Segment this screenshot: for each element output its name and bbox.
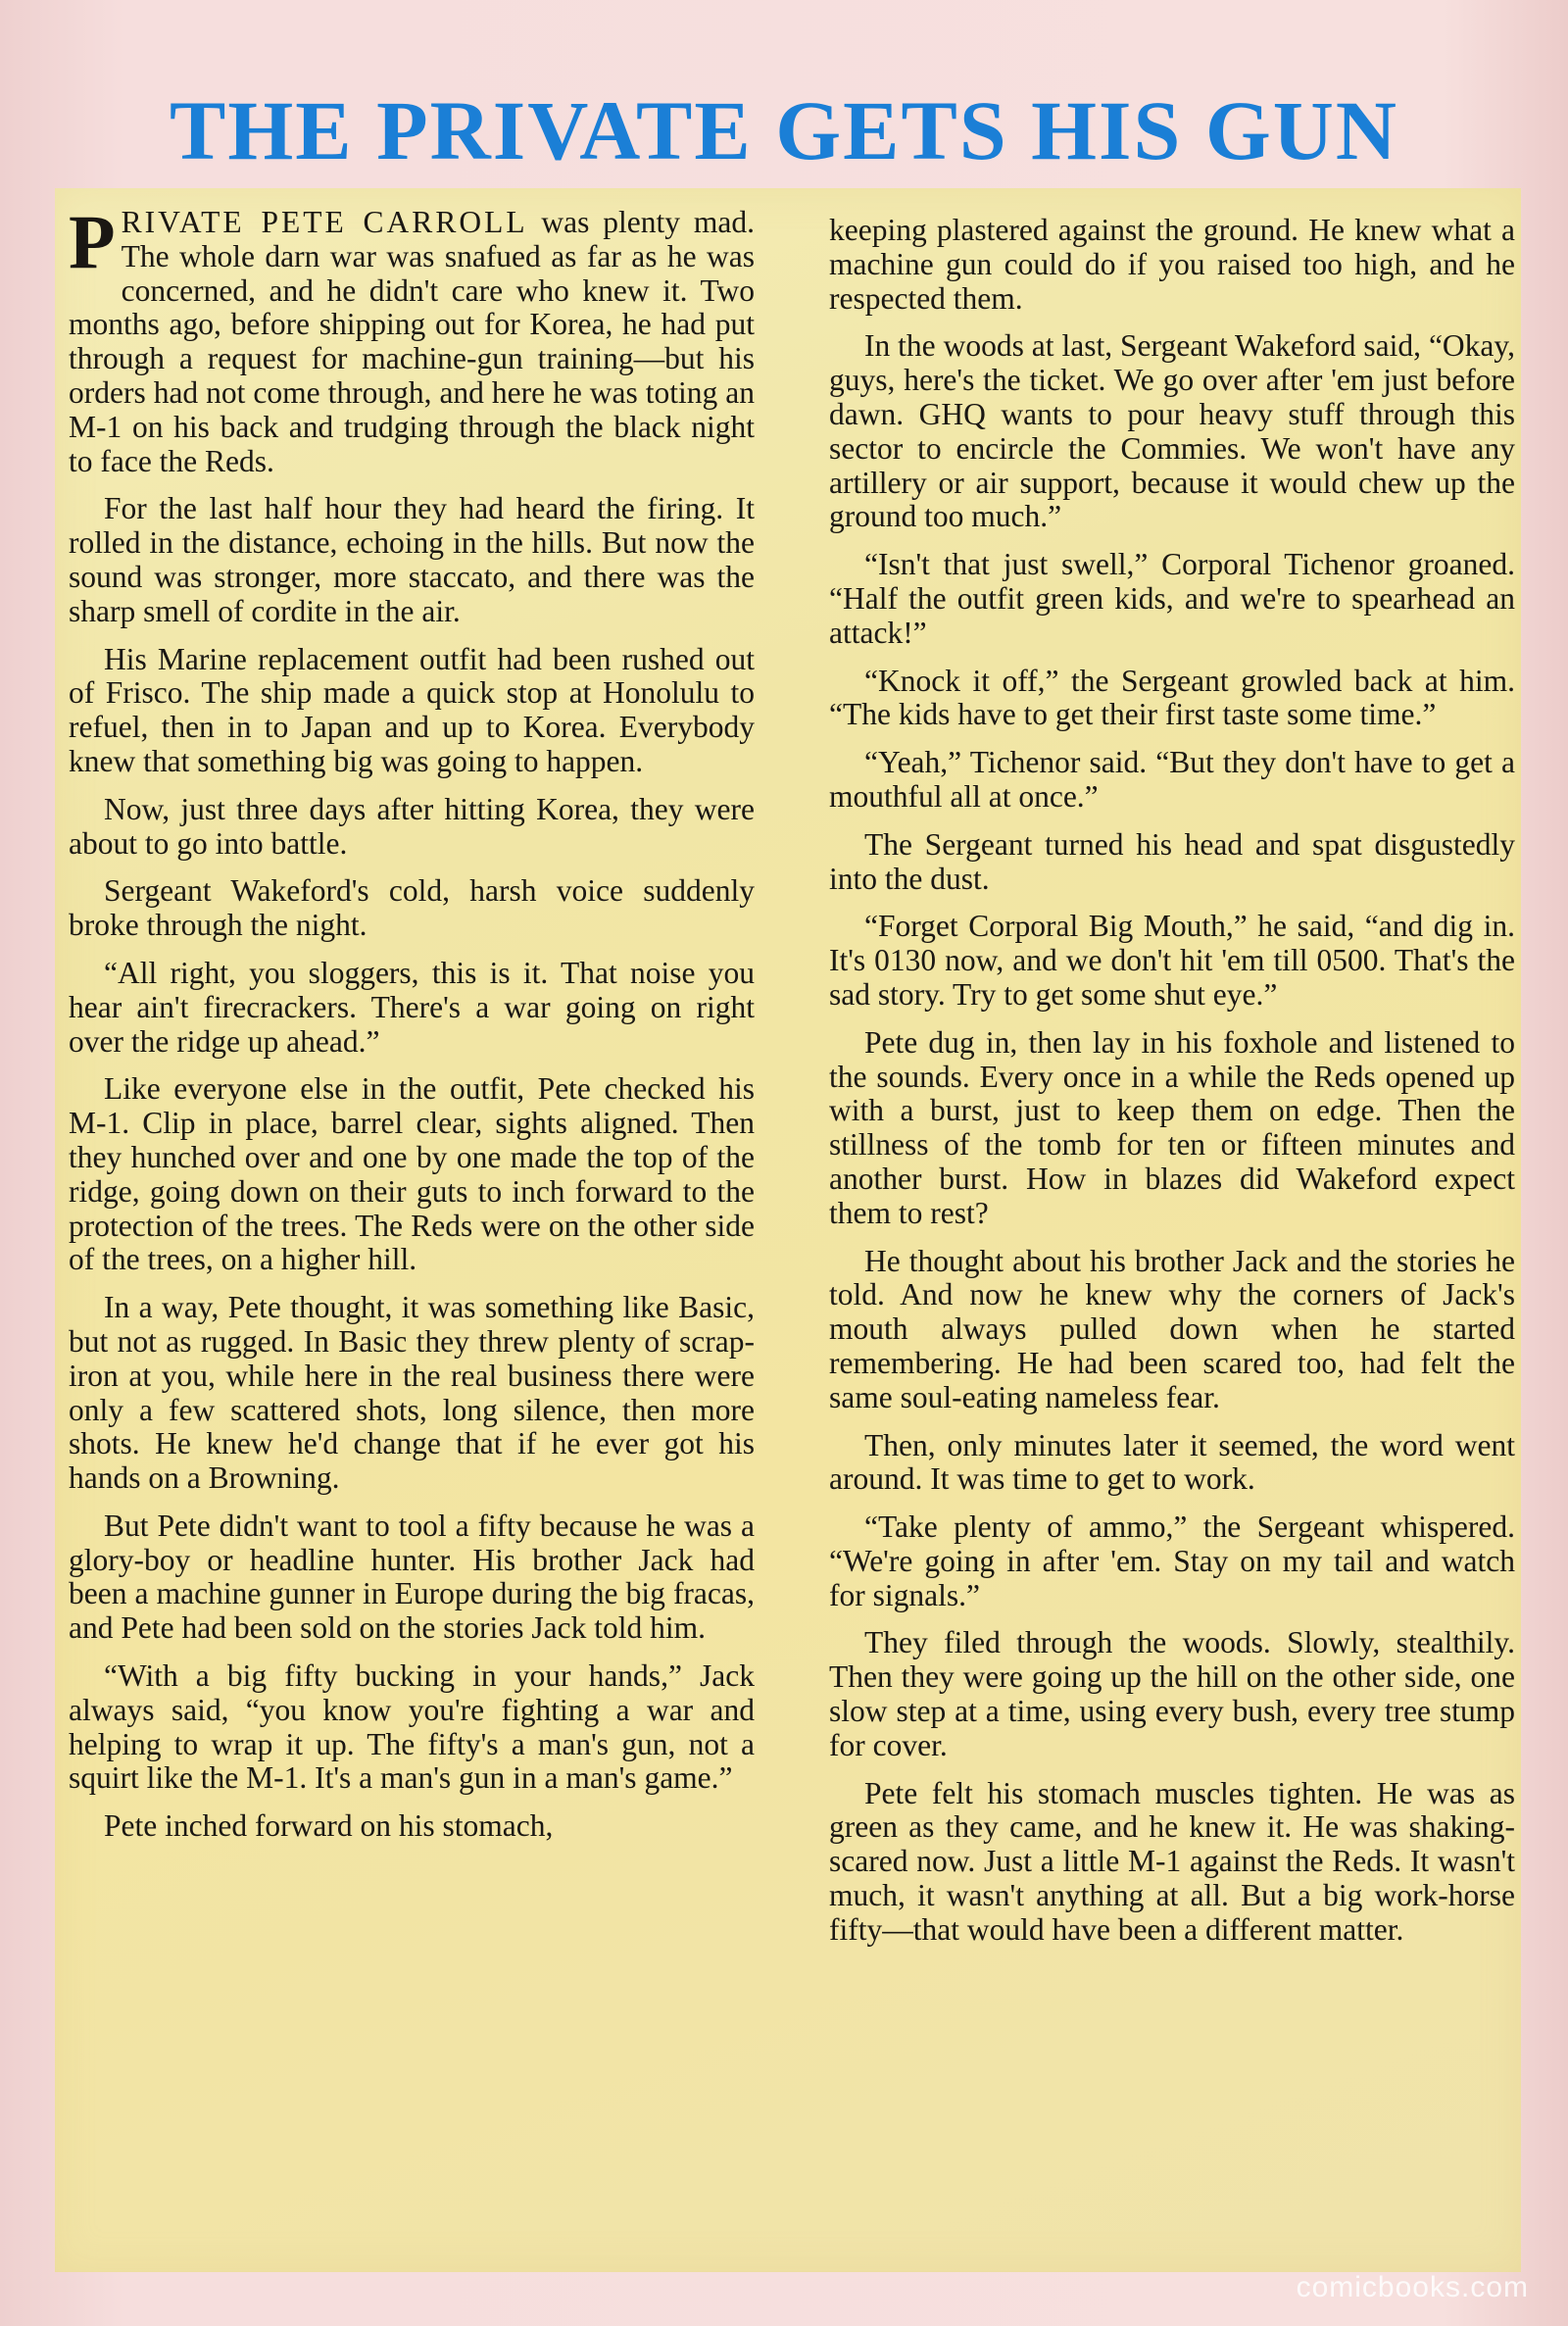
site-watermark: comicbooks.com — [1296, 2271, 1529, 2303]
paragraph: The Sergeant turned his head and spat disgustedly into the dust. — [829, 826, 1515, 896]
paragraph: “Take plenty of ammo,” the Sergeant whispered. “We're going in after 'em. Stay on my tail and watch for signals.” — [829, 1509, 1515, 1612]
opening-lead: RIVATE PETE CARROLL — [121, 205, 528, 239]
opening-paragraph — [69, 199, 755, 478]
left-column — [69, 199, 755, 1857]
paragraph: His Marine replacement outfit had been rushed out of Frisco. The ship made a quick stop at Honolulu to refuel, then in to Japan and up to Korea. Everybody knew that something big was going to happen. — [69, 641, 755, 778]
paragraph: But Pete didn't want to tool a fifty because he was a glory-boy or headline hunter. His brother Jack had been a machine gunner in Europe during the big fracas, and Pete had been sold on the stories Jack told him. — [69, 1508, 755, 1646]
paragraph: Pete inched forward on his stomach, — [104, 1808, 554, 1844]
paragraph: In a way, Pete thought, it was something like Basic, but not as rugged. In Basic they threw plenty of scrap-iron at you, while here in the real business there were only a few scattered shots, long silence, then more shots. He knew he'd change that if he ever got his hands on a Browning. — [69, 1290, 755, 1496]
paragraph: Pete dug in, then lay in his foxhole and listened to the sounds. Every once in a while the Reds opened up with a burst, just to keep them on edge. Then the stillness of the tomb for ten or fifteen minutes and another burst. How in blazes did Wakeford expect them to rest? — [829, 1024, 1515, 1230]
paragraph: Pete felt his stomach muscles tighten. He was as green as they came, and he knew it. He was shaking-scared now. Just a little M-1 against the Reds. It wasn't much, it wasn't anything at all. But a big work-horse fifty—that would have been a different matter. — [829, 1775, 1515, 1947]
drop-cap: P — [69, 199, 116, 284]
paragraph: He thought about his brother Jack and the stories he told. And now he knew why the corners of Jack's mouth always pulled down when he started remembering. He had been scared too, had felt the same soul-eating nameless fear. — [829, 1243, 1515, 1414]
paragraph: Then, only minutes later it seemed, the word went around. It was time to get to work. — [829, 1427, 1515, 1497]
paragraph: “Yeah,” Tichenor said. “But they don't have to get a mouthful all at once.” — [829, 745, 1515, 814]
paragraph: Sergeant Wakeford's cold, harsh voice suddenly broke through the night. — [69, 873, 755, 943]
paragraph: “Forget Corporal Big Mouth,” he said, “and dig in. It's 0130 now, and we don't hit 'em till 0500. That's the sad story. Try to get some shut eye.” — [829, 909, 1515, 1012]
paragraph: They filed through the woods. Slowly, stealthily. Then they were going up the hill on the other side, one slow step at a time, using every bush, every tree stump for cover. — [829, 1625, 1515, 1762]
paragraph: “With a big fifty bucking in your hands,” Jack always said, “you know you're fighting a war and helping to wrap it up. The fifty's a man's gun, not a squirt like the M-1. It's a man's gun in a man's game.” — [69, 1658, 755, 1796]
paragraph: In the woods at last, Sergeant Wakeford said, “Okay, guys, here's the ticket. We go over after 'em just before dawn. GHQ wants to pour heavy stuff through this sector to encircle the Commies. We won't have any artillery or air support, because it would chew up the ground too much.” — [829, 328, 1515, 534]
paragraph: For the last half hour they had heard the firing. It rolled in the distance, echoing in the hills. But now the sound was stronger, more staccato, and there was the sharp smell of cordite in the air. — [69, 491, 755, 628]
opening-text: was plenty mad. The whole darn war was snafued as far as he was concerned, and he didn't care who knew it. Two months ago, before shipping out for Korea, he had put through a request for machine-gun training—but his orders had not come through, and here he was toting an M-1 on his back and trudging through the black night to face the Reds. — [69, 205, 755, 478]
paragraph: keeping plastered against the ground. He knew what a machine gun could do if you raised too high, and he respected them. — [829, 213, 1515, 316]
paragraph: “Isn't that just swell,” Corporal Tichenor groaned. “Half the outfit green kids, and we're to spearhead an attack!” — [829, 547, 1515, 650]
story-title: THE PRIVATE GETS HIS GUN — [170, 83, 1398, 177]
paragraph: Like everyone else in the outfit, Pete checked his M-1. Clip in place, barrel clear, sights aligned. Then they hunched over and one by one made the top of the ridge, going down on their guts to inch forward to the protection of the trees. The Reds were on the other side of the trees, on a higher hill. — [69, 1071, 755, 1277]
paragraph: “All right, you sloggers, this is it. That noise you hear ain't firecrackers. There's a war going on right over the ridge up ahead.” — [69, 955, 755, 1059]
paragraph: “Knock it off,” the Sergeant growled back at him. “The kids have to get their first taste some time.” — [829, 663, 1515, 732]
paragraph: Now, just three days after hitting Korea, they were about to go into battle. — [69, 791, 755, 861]
right-column — [829, 214, 1515, 1961]
